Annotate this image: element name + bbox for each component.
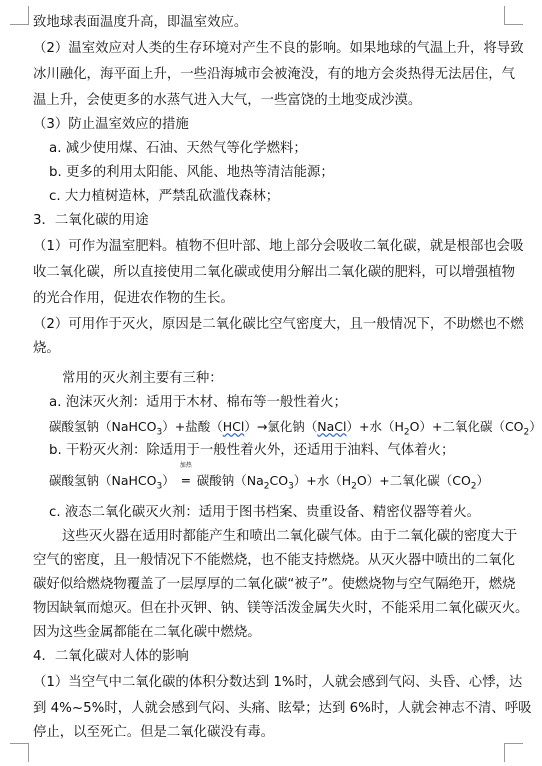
page-corner-mark	[10, 743, 29, 762]
text-line: 物因缺氧而熄灭。但在扑灭钾、钠、镁等活泼金属失火时，不能采用二氧化碳灭火。	[33, 601, 529, 616]
chemical-equation: 碳酸氢钠（NaHCO$_3$）+盐酸（HCl）→氯化钠（NaCl）+水$(H_2O)+$二氧化碳$(CO_2)$	[49, 419, 542, 438]
list-item: a. 泡沫灭火剂：适用于木材、棉布等一般性着火；	[49, 395, 347, 410]
text-line: 空气的密度，且一般情况下不能燃烧，也不能支持燃烧。从灭火器中喷出的二氧化	[33, 553, 516, 568]
text-line: 冰川融化，海平面上升，一些沿海城市会被淹没，有的地方会炎热得无法居住，气	[33, 67, 516, 82]
text-line: （2）可用作于灭火，原因是二氧化碳比空气密度大，且一般情况下，不助燃也不燃	[33, 317, 524, 332]
reaction-arrow: 加热 ═	[179, 462, 192, 488]
text-line: （2）温室效应对人类的生存环境对产生不良的影响。如果地球的气温上升，将导致	[33, 41, 524, 56]
list-item: b. 干粉灭火剂：除适用于一般性着火外，还适用于油料、气体着火；	[49, 443, 455, 458]
section-heading: 4．二氧化碳对人体的影响	[33, 649, 189, 664]
page-corner-mark	[10, 6, 29, 25]
page-corner-mark	[504, 6, 523, 25]
text-line: 的光合作用，促进农作物的生长。	[33, 291, 234, 306]
list-item: b. 更多的利用太阳能、风能、地热等清洁能源；	[49, 165, 334, 180]
text-line: 因为这些金属都能在二氧化碳中燃烧。	[33, 625, 261, 640]
text-line: 这些灭火器在适用时都能产生和喷出二氧化碳气体。由于二氧化碳的密度大于	[62, 529, 518, 544]
page-corner-mark	[504, 743, 523, 762]
section-heading: 3．二氧化碳的用途	[33, 213, 149, 228]
text-line: 到 4%~5%时，人就会感到气闷、头痛、眩晕；达到 6%时，人就会神志不清、呼吸	[33, 701, 532, 716]
text-line: （1）当空气中二氧化碳的体积分数达到 1%时，人就会感到气闷、头昏、心悸，达	[33, 675, 523, 690]
text-line: 碳好似给燃烧物覆盖了一层厚厚的二氧化碳“被子”。使燃烧物与空气隔绝开，燃烧	[33, 577, 516, 592]
subheading: （3）防止温室效应的措施	[33, 117, 189, 132]
list-item: c. 大力植树造林，严禁乱砍滥伐森林；	[49, 189, 280, 204]
text-line: 停止，以至死亡。但是二氧化碳没有毒。	[33, 725, 275, 740]
text-line: 收二氧化碳，所以直接使用二氧化碳或使用分解出二氧化碳的肥料，可以增强植物	[33, 265, 516, 280]
text-line: 烧。	[33, 341, 60, 356]
chemical-equation: 碳酸氢钠（NaHCO$_3$） 加热 ═ 碳酸钠$(Na_2CO_3)+$水$(H_2O)+$二氧化碳$(CO_2)$	[49, 462, 490, 492]
list-item: c. 液态二氧化碳灭火剂：适用于图书档案、贵重设备、精密仪器等着火。	[49, 505, 480, 520]
text-line: （1）可作为温室肥料。植物不但叶部、地上部分会吸收二氧化碳，就是根部也会吸	[33, 239, 524, 254]
text-line: 致地球表面温度升高，即温室效应。	[33, 15, 248, 30]
list-item: a. 减少使用煤、石油、天然气等化学燃料；	[49, 141, 307, 156]
text-line: 常用的灭火剂主要有三种：	[62, 371, 223, 386]
text-line: 温上升，会使更多的水蒸气进入大气，一些富饶的土地变成沙漠。	[33, 93, 422, 108]
